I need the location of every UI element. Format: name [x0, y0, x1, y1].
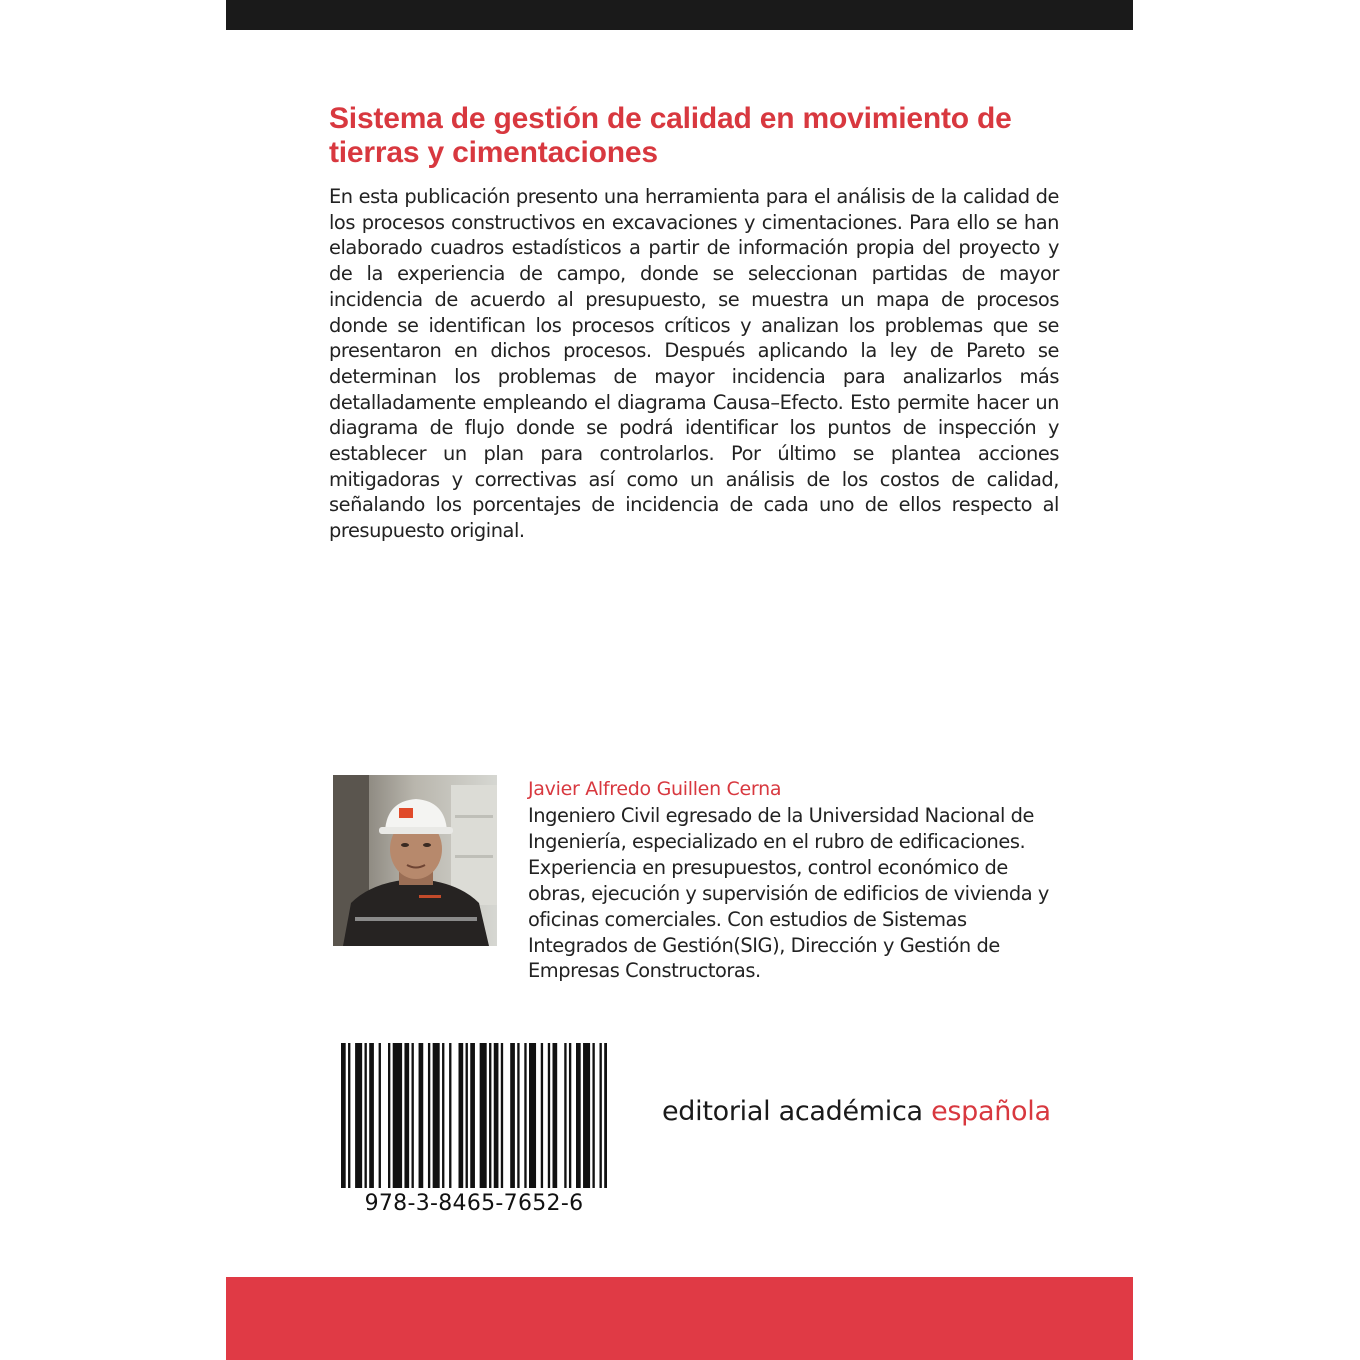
- isbn-number: 978-3-8465-7652-6: [364, 1191, 584, 1216]
- barcode-bar: [348, 1043, 350, 1188]
- barcode-bar: [494, 1043, 499, 1188]
- barcode-bar: [393, 1043, 402, 1188]
- barcode-bar: [459, 1043, 464, 1188]
- barcode-bar: [379, 1043, 381, 1188]
- barcode-bar: [369, 1043, 374, 1188]
- author-photo: [333, 775, 497, 946]
- barcode-bar: [564, 1043, 566, 1188]
- bottom-band: [226, 1277, 1133, 1360]
- book-description: En esta publicación presento una herramienta para el análisis de la calidad de los procesos constructivos en excavaciones y cimentaciones. Para ello se han elaborado cuadros estadísticos a partir de información propia del proyecto y de la experiencia de campo, donde se seleccionan partidas de mayor incidencia de acuerdo al presupuesto, se muestra un mapa de procesos donde se identifican los procesos críticos y analizan los problemas que se presentaron en dichos procesos. Después aplicando la ley de Pareto se determinan los problemas de mayor incidencia para analizarlos más detalladamente empleando el diagrama Causa–Efecto. Esto permite hacer un diagrama de flujo donde se podrá identificar los puntos de inspección y establecer un plan para controlarlos. Por último se plantea acciones mitigadoras y correctivas así como un análisis de los costos de calidad, señalando los porcentajes de incidencia de cada uno de ellos respecto al presupuesto original.: [329, 185, 1059, 543]
- publisher-name: editorial académica: [662, 1096, 923, 1127]
- isbn-barcode: [341, 1043, 607, 1188]
- barcode-bar: [600, 1043, 602, 1188]
- barcode-bar: [576, 1043, 581, 1188]
- book-title: Sistema de gestión de calidad en movimiento de tierras y cimentaciones: [329, 102, 1012, 169]
- barcode-bar: [433, 1043, 440, 1188]
- barcode-bar: [517, 1043, 519, 1188]
- barcode-bar: [569, 1043, 571, 1188]
- publisher-name-accent: española: [931, 1096, 1051, 1127]
- barcode-bar: [529, 1043, 536, 1188]
- top-band: [226, 0, 1133, 30]
- author-name: Javier Alfredo Guillen Cerna: [528, 778, 782, 800]
- barcode-bar: [412, 1043, 414, 1188]
- barcode-bar: [548, 1043, 550, 1188]
- barcode-bar: [510, 1043, 515, 1188]
- barcode-bar: [501, 1043, 503, 1188]
- book-back-cover: [226, 0, 1133, 1360]
- author-bio: Ingeniero Civil egresado de la Universidad Nacional de Ingeniería, especializado en el rubro de edificaciones. Experiencia en presupuestos, control económico de obras, ejecución y supervisión de edificios de vivienda y oficinas comerciales. Con estudios de Sistemas Integrados de Gestión(SIG), Dirección y Gestión de Empresas Constructoras.: [528, 804, 1049, 983]
- barcode-bar: [541, 1043, 543, 1188]
- barcode-bar: [419, 1043, 424, 1188]
- barcode-bar: [592, 1043, 594, 1188]
- barcode-bar: [524, 1043, 526, 1188]
- barcode-bar: [604, 1043, 607, 1188]
- barcode-bar: [470, 1043, 475, 1188]
- barcode-bar: [442, 1043, 444, 1188]
- barcode-bar: [341, 1043, 346, 1188]
- barcode-bar: [428, 1043, 430, 1188]
- barcode-bar: [365, 1043, 367, 1188]
- publisher-logo: [662, 1095, 1058, 1129]
- barcode-bar: [480, 1043, 487, 1188]
- barcode-bar: [404, 1043, 409, 1188]
- barcode-bar: [449, 1043, 451, 1188]
- barcode-bar: [466, 1043, 468, 1188]
- barcode-bar: [489, 1043, 491, 1188]
- barcode-bar: [553, 1043, 558, 1188]
- barcode-bar: [583, 1043, 590, 1188]
- barcode-bar: [388, 1043, 390, 1188]
- barcode-bar: [355, 1043, 362, 1188]
